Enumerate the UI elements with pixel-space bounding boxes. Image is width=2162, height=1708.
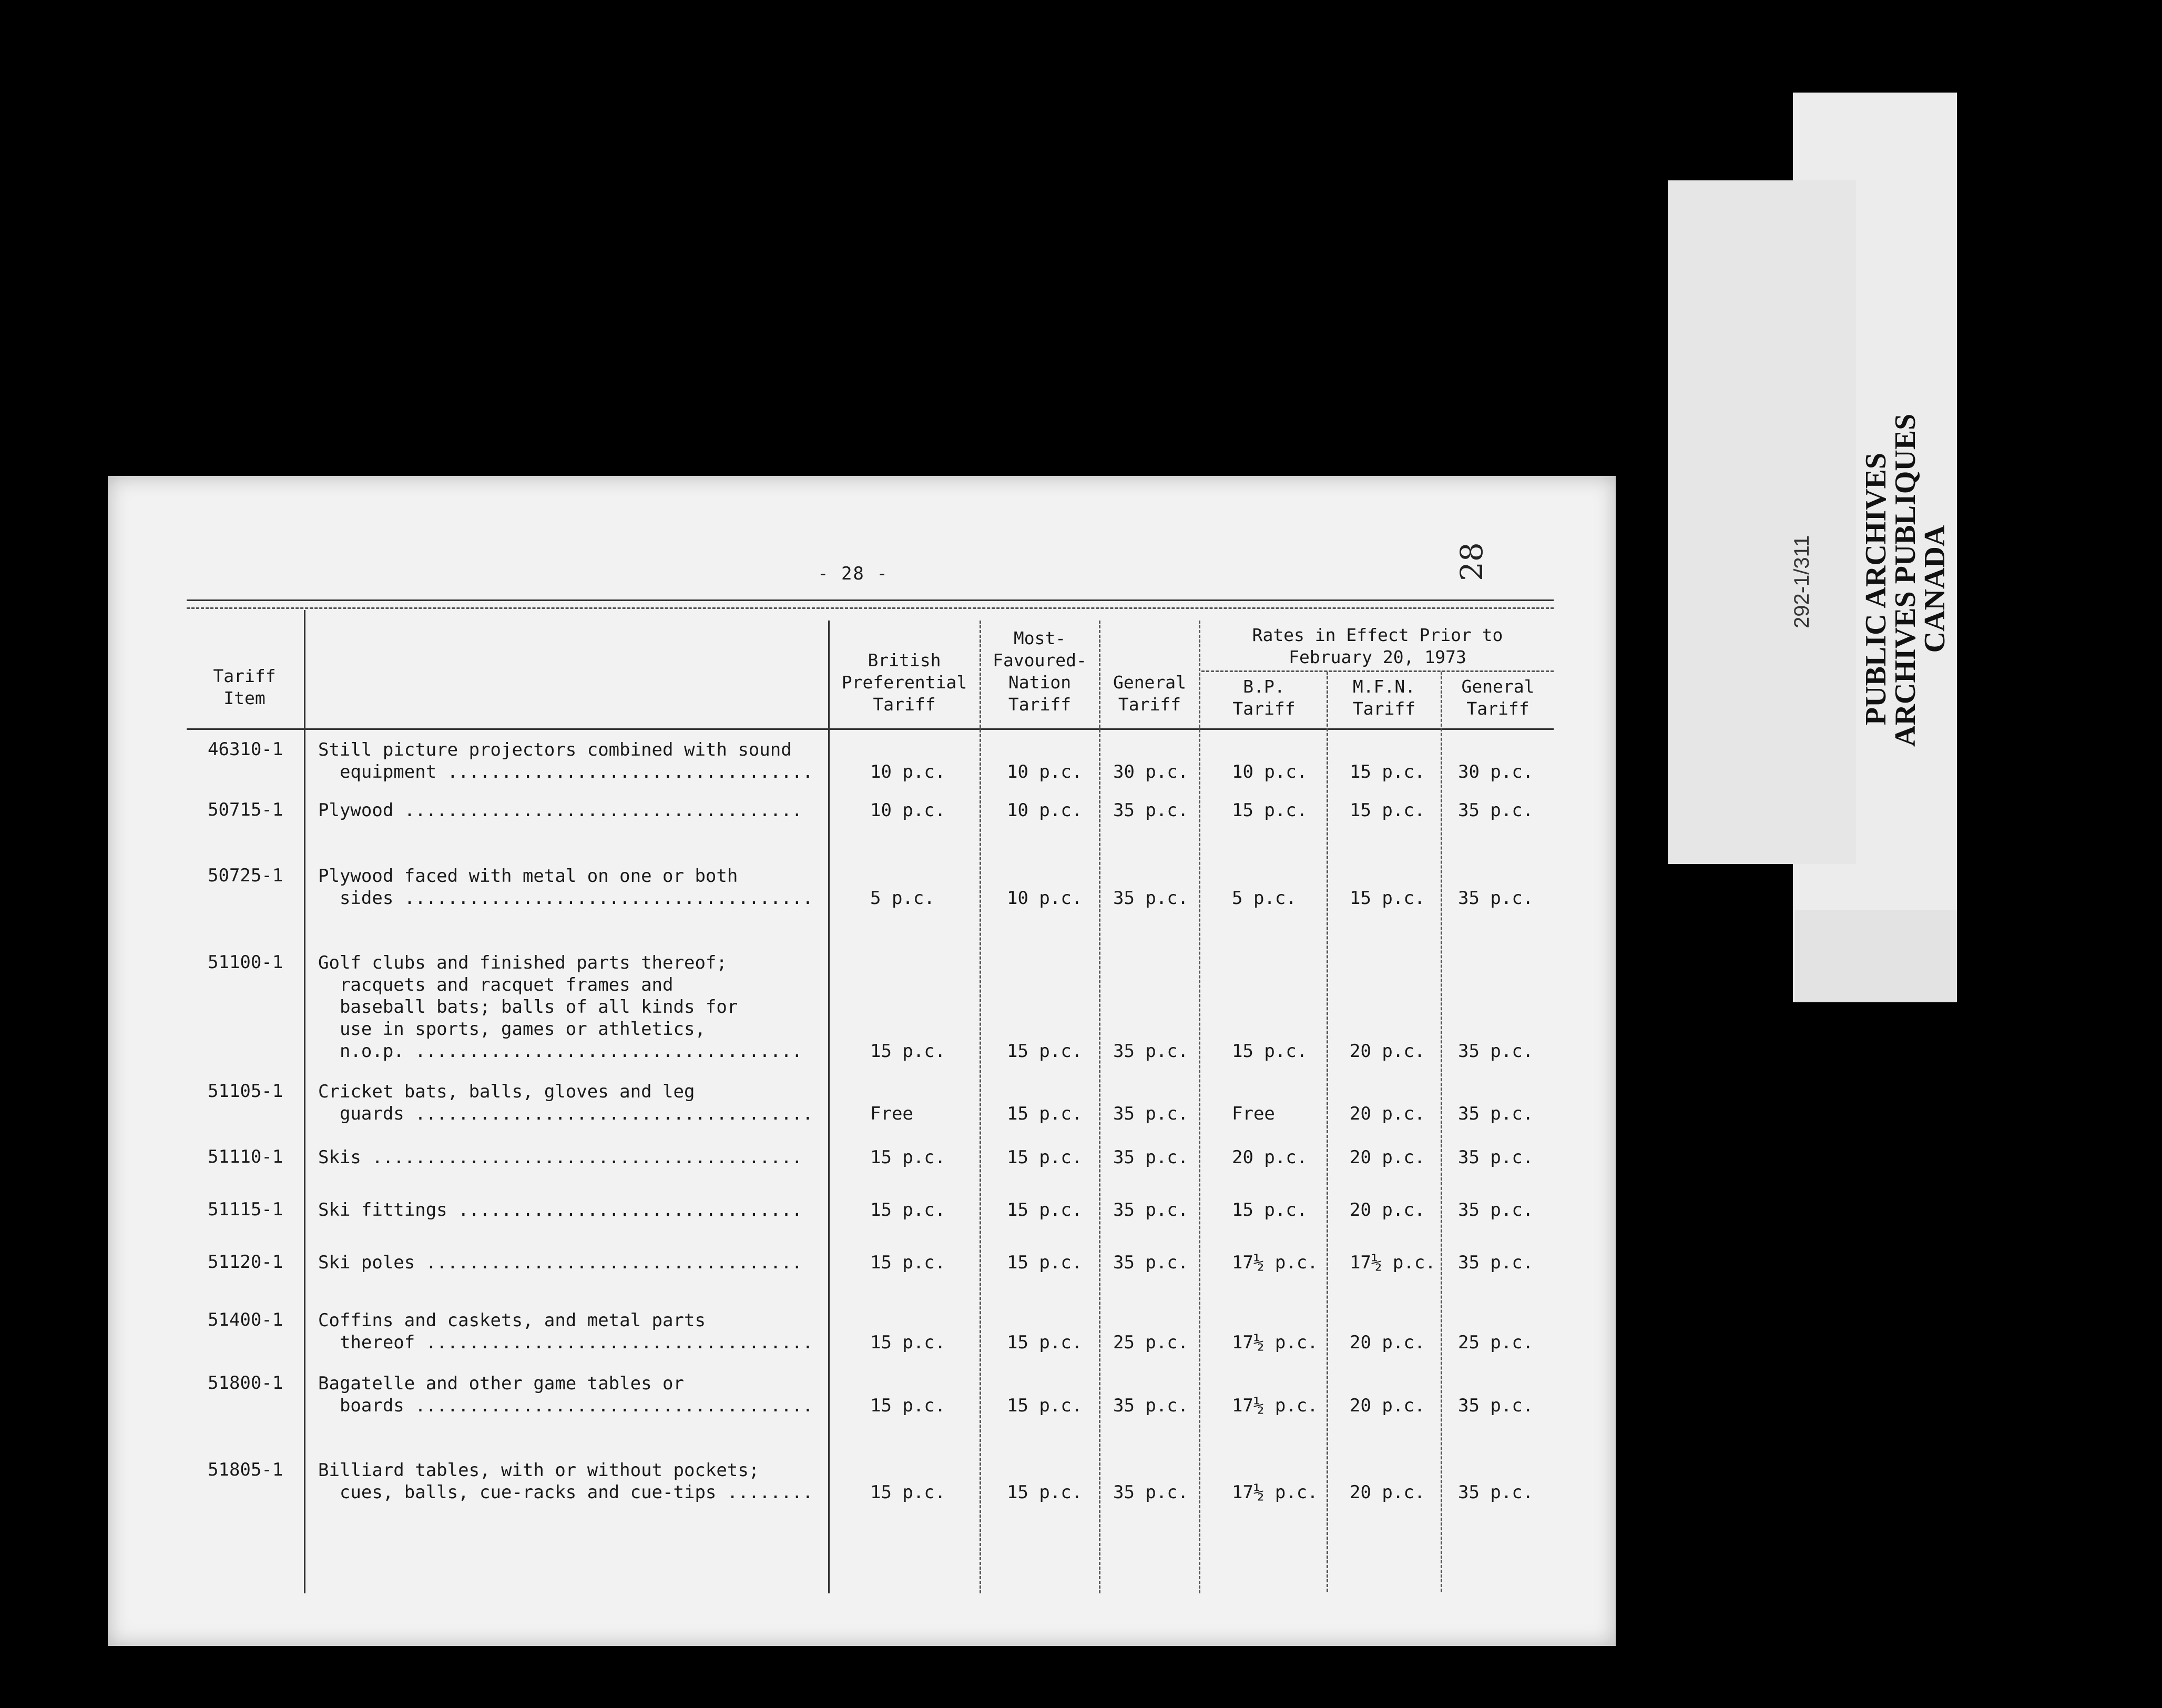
- header-most-favoured-nation: Most- Favoured- Nation Tariff: [993, 628, 1087, 715]
- item-description: Still picture projectors combined with sound equipment ..................................: [318, 739, 813, 782]
- rate-mfn-prior: 20 p.c.: [1350, 1041, 1425, 1062]
- item-description: Ski poles ...................................: [318, 1252, 803, 1273]
- tariff-item-number: 51115-1: [208, 1199, 283, 1220]
- rate-british-preferential: 15 p.c.: [870, 1332, 946, 1353]
- document-page: [108, 476, 1616, 1646]
- rate-general-prior: 35 p.c.: [1458, 1147, 1534, 1168]
- rate-most-favoured-nation: 10 p.c.: [1007, 761, 1083, 782]
- rate-british-preferential: 15 p.c.: [870, 1395, 946, 1416]
- tariff-item-number: 46310-1: [208, 739, 283, 760]
- tariff-item-number: 51105-1: [208, 1081, 283, 1102]
- item-description: Bagatelle and other game tables or boards .....................................: [318, 1373, 813, 1416]
- rate-general-prior: 35 p.c.: [1458, 1252, 1534, 1273]
- rate-bp-prior: 10 p.c.: [1232, 761, 1308, 782]
- rate-general: 35 p.c.: [1113, 800, 1189, 821]
- rate-most-favoured-nation: 15 p.c.: [1007, 1482, 1083, 1503]
- rate-british-preferential: Free: [870, 1103, 913, 1124]
- col-divider-4: [1099, 621, 1100, 1593]
- archive-label: PUBLIC ARCHIVES ARCHIVES PUBLIQUES CANADA: [1860, 413, 1951, 747]
- rate-mfn-prior: 20 p.c.: [1350, 1395, 1425, 1416]
- rate-most-favoured-nation: 15 p.c.: [1007, 1103, 1083, 1124]
- item-description: Plywood faced with metal on one or both sides ......................................: [318, 866, 813, 909]
- tariff-item-number: 51400-1: [208, 1309, 283, 1330]
- rate-bp-prior: 15 p.c.: [1232, 1199, 1308, 1221]
- rate-bp-prior: 17½ p.c.: [1232, 1395, 1318, 1416]
- rate-british-preferential: 15 p.c.: [870, 1482, 946, 1503]
- rate-general: 35 p.c.: [1113, 1395, 1189, 1416]
- rate-general: 25 p.c.: [1113, 1332, 1189, 1353]
- rate-general: 30 p.c.: [1113, 761, 1189, 782]
- rate-most-favoured-nation: 15 p.c.: [1007, 1395, 1083, 1416]
- rate-general-prior: 30 p.c.: [1458, 761, 1534, 782]
- page-number: - 28 -: [818, 563, 889, 584]
- rate-general-prior: 35 p.c.: [1458, 1199, 1534, 1221]
- top-rule-2: [187, 607, 1554, 609]
- rate-british-preferential: 15 p.c.: [870, 1147, 946, 1168]
- rate-general-prior: 25 p.c.: [1458, 1332, 1534, 1353]
- rate-mfn-prior: 20 p.c.: [1350, 1332, 1425, 1353]
- rate-general: 35 p.c.: [1113, 888, 1189, 909]
- header-general-tariff: General Tariff: [1113, 672, 1187, 715]
- rate-british-preferential: 15 p.c.: [870, 1199, 946, 1221]
- rate-mfn-prior: 20 p.c.: [1350, 1482, 1425, 1503]
- header-mfn-tariff: M.F.N. Tariff: [1352, 676, 1416, 719]
- rate-bp-prior: 17½ p.c.: [1232, 1482, 1318, 1503]
- handwritten-page-number: 28: [1454, 542, 1490, 581]
- rate-general: 35 p.c.: [1113, 1041, 1189, 1062]
- archive-card-front: [1668, 180, 1856, 864]
- header-bottom-rule: [187, 728, 1554, 730]
- rate-most-favoured-nation: 10 p.c.: [1007, 888, 1083, 909]
- rate-most-favoured-nation: 15 p.c.: [1007, 1041, 1083, 1062]
- item-description: Skis ........................................: [318, 1147, 803, 1168]
- rate-general-prior: 35 p.c.: [1458, 1103, 1534, 1124]
- header-bp-tariff: B.P. Tariff: [1232, 676, 1296, 719]
- rate-general: 35 p.c.: [1113, 1482, 1189, 1503]
- rate-bp-prior: 17½ p.c.: [1232, 1252, 1318, 1273]
- rate-general: 35 p.c.: [1113, 1147, 1189, 1168]
- item-description: Golf clubs and finished parts thereof; racquets and racquet frames and baseball bats; balls of all kinds for use in sports, games or athletics, n.o.p. ....................................: [318, 952, 803, 1062]
- tariff-item-number: 50715-1: [208, 799, 283, 820]
- rate-most-favoured-nation: 15 p.c.: [1007, 1332, 1083, 1353]
- rate-mfn-prior: 20 p.c.: [1350, 1199, 1425, 1221]
- rate-bp-prior: 20 p.c.: [1232, 1147, 1308, 1168]
- col-divider-2: [828, 621, 830, 1593]
- rate-british-preferential: 15 p.c.: [870, 1252, 946, 1273]
- rate-british-preferential: 10 p.c.: [870, 800, 946, 821]
- rate-bp-prior: Free: [1232, 1103, 1275, 1124]
- tariff-item-number: 51110-1: [208, 1146, 283, 1167]
- item-description: Plywood .....................................: [318, 800, 803, 821]
- archive-reference-code: 292-1/311: [1790, 535, 1813, 628]
- col-divider-5: [1199, 621, 1200, 1593]
- rate-mfn-prior: 17½ p.c.: [1350, 1252, 1436, 1273]
- rate-most-favoured-nation: 15 p.c.: [1007, 1199, 1083, 1221]
- tariff-item-number: 51805-1: [208, 1459, 283, 1480]
- rate-general-prior: 35 p.c.: [1458, 1482, 1534, 1503]
- header-general-tariff-prior: General Tariff: [1461, 676, 1535, 719]
- header-rates-group: Rates in Effect Prior to February 20, 1973: [1252, 625, 1503, 667]
- rate-general: 35 p.c.: [1113, 1199, 1189, 1221]
- rate-most-favoured-nation: 10 p.c.: [1007, 800, 1083, 821]
- rate-bp-prior: 15 p.c.: [1232, 1041, 1308, 1062]
- rate-mfn-prior: 15 p.c.: [1350, 888, 1425, 909]
- rate-bp-prior: 5 p.c.: [1232, 888, 1297, 909]
- item-description: Cricket bats, balls, gloves and leg guards .....................................: [318, 1081, 813, 1124]
- header-tariff-item: Tariff Item: [213, 666, 276, 708]
- tariff-item-number: 51120-1: [208, 1252, 283, 1273]
- archive-card-tab: [1795, 910, 1957, 1002]
- item-description: Billiard tables, with or without pockets; cues, balls, cue-racks and cue-tips ........: [318, 1460, 813, 1503]
- rate-general-prior: 35 p.c.: [1458, 1041, 1534, 1062]
- tariff-item-number: 51800-1: [208, 1372, 283, 1394]
- rate-bp-prior: 17½ p.c.: [1232, 1332, 1318, 1353]
- rate-general-prior: 35 p.c.: [1458, 1395, 1534, 1416]
- tariff-item-number: 50725-1: [208, 865, 283, 886]
- rate-british-preferential: 15 p.c.: [870, 1041, 946, 1062]
- header-british-preferential: British Preferential Tariff: [841, 650, 967, 715]
- top-rule: [187, 599, 1554, 601]
- rates-group-rule: [1201, 670, 1554, 672]
- rate-mfn-prior: 20 p.c.: [1350, 1147, 1425, 1168]
- rate-general-prior: 35 p.c.: [1458, 888, 1534, 909]
- col-divider-7: [1441, 672, 1442, 1592]
- rate-general: 35 p.c.: [1113, 1103, 1189, 1124]
- rate-bp-prior: 15 p.c.: [1232, 800, 1308, 821]
- rate-mfn-prior: 15 p.c.: [1350, 761, 1425, 782]
- rate-mfn-prior: 20 p.c.: [1350, 1103, 1425, 1124]
- col-divider-6: [1327, 672, 1328, 1592]
- tariff-item-number: 51100-1: [208, 952, 283, 973]
- rate-most-favoured-nation: 15 p.c.: [1007, 1252, 1083, 1273]
- rate-british-preferential: 5 p.c.: [870, 888, 935, 909]
- col-divider-1: [304, 610, 305, 1593]
- rate-most-favoured-nation: 15 p.c.: [1007, 1147, 1083, 1168]
- item-description: Ski fittings ................................: [318, 1199, 803, 1221]
- item-description: Coffins and caskets, and metal parts thereof ....................................: [318, 1310, 813, 1353]
- rate-general: 35 p.c.: [1113, 1252, 1189, 1273]
- col-divider-3: [980, 621, 981, 1593]
- rate-general-prior: 35 p.c.: [1458, 800, 1534, 821]
- rate-mfn-prior: 15 p.c.: [1350, 800, 1425, 821]
- rate-british-preferential: 10 p.c.: [870, 761, 946, 782]
